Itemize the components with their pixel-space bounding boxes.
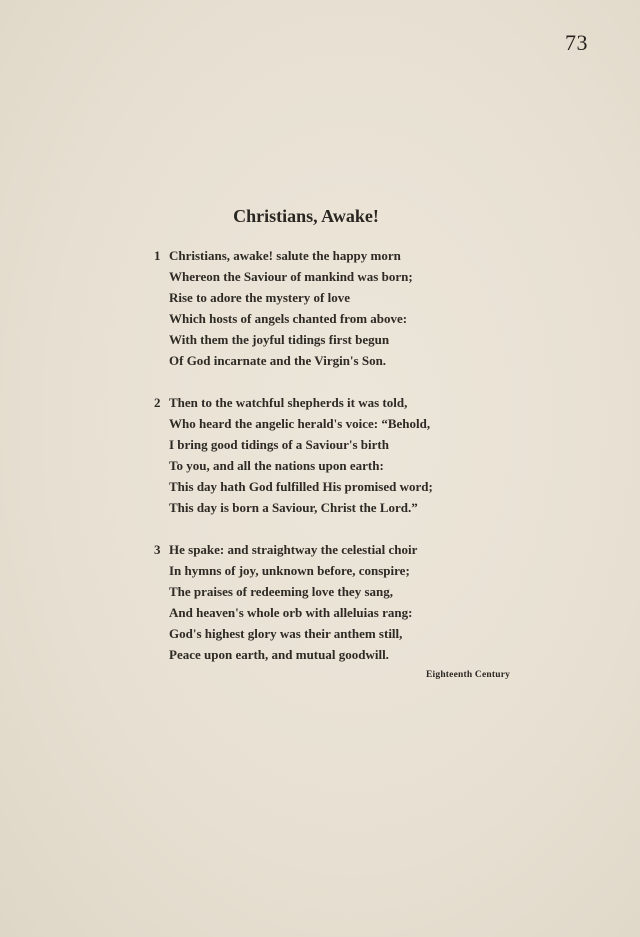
stanza-line: I bring good tidings of a Saviour's birth [169, 437, 389, 452]
stanza-number: 3 [154, 542, 161, 557]
stanza-line: This day is born a Saviour, Christ the Lord.” [169, 500, 418, 515]
stanza-line: Which hosts of angels chanted from above: [169, 311, 408, 326]
stanza-1 [152, 245, 552, 371]
stanza-line: And heaven's whole orb with alleluias rang: [169, 605, 413, 620]
stanza-line: In hymns of joy, unknown before, conspire; [169, 563, 410, 578]
stanza-line: Whereon the Saviour of mankind was born; [169, 269, 413, 284]
stanza-line: To you, and all the nations upon earth: [169, 458, 384, 473]
stanza-line: Who heard the angelic herald's voice: “Behold, [169, 416, 431, 431]
stanza-number: 2 [154, 395, 161, 410]
stanza-line: This day hath God fulfilled His promised word; [169, 479, 433, 494]
stanza-number: 1 [154, 248, 161, 263]
stanza-line [152, 392, 552, 413]
stanza-3 [152, 539, 552, 665]
page-number: 73 [565, 30, 588, 55]
stanza-line: With them the joyful tidings first begun [169, 332, 390, 347]
stanza-line [152, 539, 552, 560]
line-text: He spake: and straightway the celestial choir [169, 542, 418, 557]
line-text: Then to the watchful shepherds it was told, [169, 395, 408, 410]
stanza-line: The praises of redeeming love they sang, [169, 584, 393, 599]
stanza-line [152, 245, 552, 266]
stanza-line: Peace upon earth, and mutual goodwill. [169, 647, 389, 662]
stanza-2 [152, 392, 552, 518]
line-text: Christians, awake! salute the happy morn [169, 248, 401, 263]
stanza-line: Of God incarnate and the Virgin's Son. [169, 353, 387, 368]
stanza-line: God's highest glory was their anthem still, [169, 626, 403, 641]
attribution: Eighteenth Century [426, 670, 511, 680]
stanza-line: Rise to adore the mystery of love [169, 290, 350, 305]
hymn-title: Christians, Awake! [233, 206, 379, 226]
